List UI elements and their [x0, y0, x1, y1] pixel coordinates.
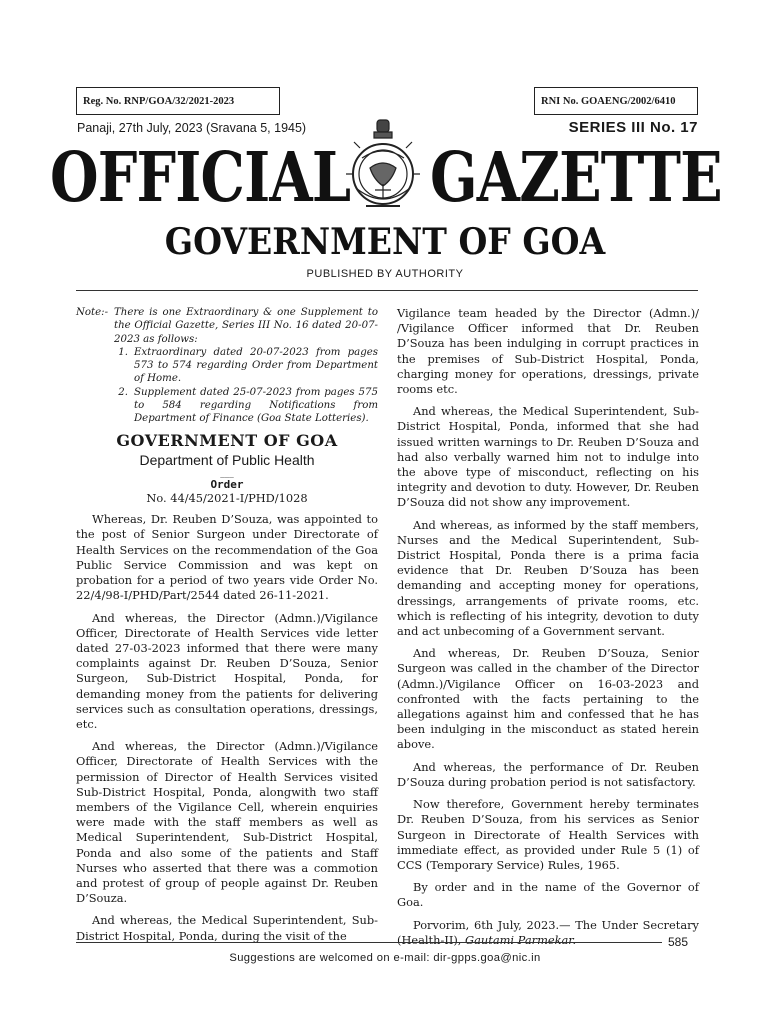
order-paragraph: And whereas, the Medical Superintendent, Sub-District Hospital, Ponda, informed that she had issued written warnings to Dr. Reuben D’Souza and had also verbally warned him not to indulge into the above type of misconduct, reflecting on his integrity and devotion to duty. However, Dr. Reuben D’Souza did not show any improvement. — [397, 404, 699, 510]
rni-number-box — [534, 87, 698, 115]
issue-dateline: Panaji, 27th July, 2023 (Sravana 5, 1945) — [77, 121, 307, 135]
note-item — [114, 346, 378, 386]
signature-text: Porvorim, 6th July, 2023.— The Under Secretary (Health-II), — [397, 917, 699, 947]
rni-number: RNI No. GOAENG/2002/6410 — [541, 95, 676, 107]
order-paragraph: And whereas, the Medical Superintendent, Sub-District Hospital, Ponda, during the visit of the — [76, 913, 378, 943]
order-paragraph: And whereas, Dr. Reuben D’Souza, Senior Surgeon was called in the chamber of the Director (Admn.)/Vigilance Officer on 16-03-2023 and confronted with the facts pertaining to the allegations against him and confessed that he has been indulging in the misconduct as stated herein above. — [397, 646, 699, 752]
left-column — [76, 306, 378, 951]
masthead-subtitle: GOVERNMENT OF GOA — [164, 221, 606, 263]
footer-divider — [76, 942, 662, 943]
order-paragraph: And whereas, the Director (Admn.)/Vigilance Officer, Directorate of Health Services with the permission of Director of Health Services visited Sub-District Hospital, Ponda, alongwith two staff members of the Vigilance Cell, wherein enquiries were made with the staff members as well as Medical Superintendent, Sub-District Hospital, Ponda and also some of the patients and Staff Nurses who asserted that there was a commotion and protest of group of people against Dr. Reuben D’Souza. — [76, 739, 378, 906]
note-label: Note:- — [76, 307, 109, 318]
note-item-number: 1. — [118, 346, 128, 358]
order-paragraph: And whereas, the Director (Admn.)/Vigilance Officer, Directorate of Health Services vide letter dated 27-03-2023 informed that there were many complaints against Dr. Reuben D’Souza, Senior Surgeon, Sub-District Hospital, Ponda, for demanding money from the patients for delivering services such as consultation operations, dressings, etc. — [76, 610, 378, 731]
footer-suggestions: Suggestions are welcomed on e-mail: dir-gpps.goa@nic.in — [229, 952, 541, 964]
order-number: No. 44/45/2021-I/PHD/1028 — [146, 491, 308, 506]
page-number: 585 — [668, 935, 689, 949]
note-item-text: Supplement dated 25-07-2023 from pages 575 to 584 regarding Notifications from Department of Finance (Goa State Lotteries). — [134, 386, 378, 425]
published-by-authority: PUBLISHED BY AUTHORITY — [306, 268, 464, 280]
masthead-title-left: OFFICIAL — [50, 138, 351, 218]
order-label: Order — [210, 478, 244, 492]
header-divider — [76, 290, 698, 291]
masthead-title-right: GAZETTE — [430, 138, 722, 218]
note-list — [114, 346, 378, 426]
order-paragraph-continued: Vigilance team headed by the Director (Admn.)/ /Vigilance Officer informed that Dr. Reuben D’Souza has been indulging in corrupt practices in the premises of Sub-District Hospital, Ponda, charging money for operations, dressings, private rooms etc. — [397, 306, 699, 397]
note-block — [76, 306, 378, 426]
registration-number-box — [76, 87, 280, 115]
order-paragraph: And whereas, as informed by the staff members, Nurses and the Medical Superintendent, Sub-District Hospital, Ponda there is a prima facia evidence that Dr. Reuben D’Souza has been demanding and accepting money for operations, dressings, arrangements of private rooms, etc. which is reflecting of his integrity, devotion to duty and act unbecoming of a Government servant. — [397, 517, 699, 639]
registration-number: Reg. No. RNP/GOA/32/2021-2023 — [83, 95, 235, 107]
order-paragraph: By order and in the name of the Governor of Goa. — [397, 880, 699, 910]
order-paragraph: Now therefore, Government hereby terminates Dr. Reuben D’Souza, from his services as Senior Surgeon in Directorate of Health Services with immediate effect, as provided under Rule 5 (1) of CCS (Temporary Service) Rules, 1965. — [397, 797, 699, 872]
note-item-number: 2. — [118, 386, 128, 398]
signature-block — [397, 918, 699, 948]
section-heading: GOVERNMENT OF GOA — [116, 430, 338, 450]
right-column — [397, 306, 699, 955]
section-dash: ___ — [220, 468, 234, 479]
note-item-text: Extraordinary dated 20-07-2023 from pages 573 to 574 regarding Order from Department of Home. — [134, 346, 378, 385]
note-intro: There is one Extraordinary & one Supplement to the Official Gazette, Series III No. 16 dated 20-07-2023 as follows: — [114, 307, 378, 345]
department-name: Department of Public Health — [139, 451, 315, 468]
order-paragraph: And whereas, the performance of Dr. Reuben D’Souza during probation period is not satisfactory. — [397, 759, 699, 789]
series-number: SERIES III No. 17 — [568, 119, 698, 136]
signatory-name: Gautami Parmekar. — [465, 932, 577, 947]
order-paragraph: Whereas, Dr. Reuben D’Souza, was appointed to the post of Senior Surgeon under Directorate of Health Services on the recommendation of the Goa Public Service Commission and was kept on probation for a period of two years vide Order No. 22/4/98-I/PHD/Part/2544 dated 26-11-2021. — [76, 512, 378, 603]
note-item — [114, 386, 378, 426]
state-emblem-icon — [340, 118, 426, 220]
